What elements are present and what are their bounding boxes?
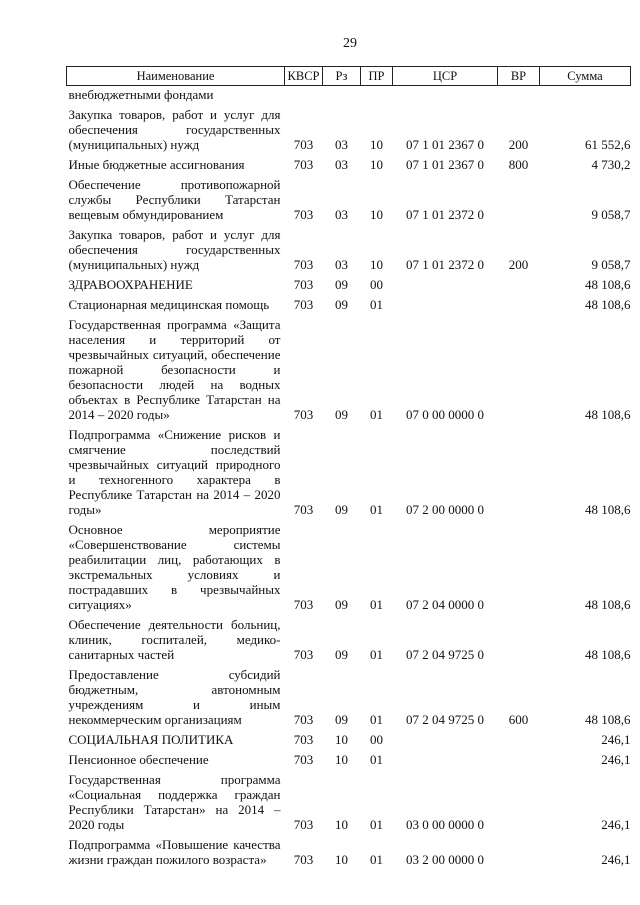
cell-rz: 03 bbox=[335, 137, 348, 152]
cell-sum: 48 108,6 bbox=[585, 502, 631, 517]
cell-vr bbox=[498, 423, 540, 518]
cell-sum: 48 108,6 bbox=[585, 297, 631, 312]
cell-csr bbox=[393, 728, 498, 748]
budget-table bbox=[66, 66, 631, 868]
table-row bbox=[67, 173, 631, 223]
table-row bbox=[67, 728, 631, 748]
cell-kvsr: 703 bbox=[293, 712, 314, 727]
cell-csr: 07 2 00 0000 0 bbox=[406, 502, 484, 517]
header-kvsr: КВСР bbox=[285, 67, 323, 86]
cell-vr bbox=[498, 748, 540, 768]
table-row bbox=[67, 613, 631, 663]
cell-vr bbox=[498, 313, 540, 423]
cell-name: Подпрограмма «Повышение качества жизни граждан пожилого возраста» bbox=[68, 837, 281, 867]
cell-sum: 246,1 bbox=[601, 817, 631, 832]
table-row bbox=[67, 86, 631, 104]
cell-sum: 48 108,6 bbox=[585, 647, 631, 662]
cell-sum: 48 108,6 bbox=[585, 407, 631, 422]
cell-sum: 9 058,7 bbox=[591, 257, 631, 272]
table-row bbox=[67, 518, 631, 613]
cell-vr: 200 bbox=[508, 257, 529, 272]
table-row bbox=[67, 423, 631, 518]
cell-csr: 03 2 00 0000 0 bbox=[406, 852, 484, 867]
cell-vr: 800 bbox=[508, 157, 529, 172]
cell-csr: 07 0 00 0000 0 bbox=[406, 407, 484, 422]
table-row bbox=[67, 103, 631, 153]
cell-name: Пенсионное обеспечение bbox=[68, 752, 209, 767]
table-row bbox=[67, 833, 631, 868]
cell-kvsr: 703 bbox=[293, 407, 314, 422]
cell-csr: 07 1 01 2372 0 bbox=[406, 257, 484, 272]
cell-rz: 09 bbox=[335, 647, 348, 662]
cell-vr bbox=[498, 833, 540, 868]
cell-vr: 200 bbox=[508, 137, 529, 152]
cell-kvsr: 703 bbox=[293, 597, 314, 612]
cell-kvsr: 703 bbox=[293, 297, 314, 312]
cell-name: ЗДРАВООХРАНЕНИЕ bbox=[68, 277, 193, 292]
cell-sum: 61 552,6 bbox=[585, 137, 631, 152]
cell-name: Государственная программа «Социальная поддержка граждан Республики Татарстан» на 2014 – 2020 годы bbox=[68, 772, 281, 832]
page-number: 29 bbox=[343, 36, 357, 51]
cell-kvsr: 703 bbox=[293, 752, 314, 767]
header-csr: ЦСР bbox=[393, 67, 498, 86]
cell-csr bbox=[393, 273, 498, 293]
table-header-row bbox=[67, 67, 631, 86]
cell-kvsr: 703 bbox=[293, 817, 314, 832]
header-rz: Рз bbox=[323, 67, 361, 86]
header-sum: Сумма bbox=[540, 67, 631, 86]
cell-csr: 07 1 01 2372 0 bbox=[406, 207, 484, 222]
cell-vr bbox=[498, 173, 540, 223]
table-row bbox=[67, 223, 631, 273]
cell-vr bbox=[498, 768, 540, 833]
cell-kvsr: 703 bbox=[293, 647, 314, 662]
cell-rz: 10 bbox=[335, 852, 348, 867]
cell-pr: 01 bbox=[370, 407, 383, 422]
cell-csr bbox=[393, 86, 498, 104]
cell-vr bbox=[498, 86, 540, 104]
cell-sum: 246,1 bbox=[601, 852, 631, 867]
cell-name: Закупка товаров, работ и услуг для обеспечения государственных (муниципальных) нужд bbox=[68, 227, 281, 272]
table-row bbox=[67, 273, 631, 293]
cell-name: Основное мероприятие «Совершенствование системы реабилитации лиц, работающих в экстремальных условиях и пострадавших в чрезвычайных ситуациях» bbox=[68, 522, 281, 612]
cell-name: внебюджетными фондами bbox=[68, 87, 214, 102]
cell-kvsr: 703 bbox=[293, 732, 314, 747]
cell-name: Государственная программа «Защита населения и территорий от чрезвычайных ситуаций, обеспечение пожарной безопасности и безопасности людей на водных объектах в Республике Татарстан на 2014 – 2020 годы» bbox=[68, 317, 281, 422]
cell-pr: 00 bbox=[370, 277, 383, 292]
table-body bbox=[67, 86, 631, 869]
table-row bbox=[67, 748, 631, 768]
cell-csr bbox=[393, 748, 498, 768]
cell-csr: 07 1 01 2367 0 bbox=[406, 137, 484, 152]
cell-sum: 48 108,6 bbox=[585, 277, 631, 292]
cell-name: Обеспечение противопожарной службы Республики Татарстан вещевым обмундированием bbox=[68, 177, 281, 222]
table-row bbox=[67, 768, 631, 833]
cell-pr: 00 bbox=[370, 732, 383, 747]
cell-kvsr: 703 bbox=[293, 137, 314, 152]
cell-vr: 600 bbox=[508, 712, 529, 727]
cell-pr: 10 bbox=[370, 207, 383, 222]
cell-pr: 01 bbox=[370, 712, 383, 727]
cell-pr: 01 bbox=[370, 297, 383, 312]
cell-name: Подпрограмма «Снижение рисков и смягчение последствий чрезвычайных ситуаций природного и техногенного характера в Республике Татарстан на 2014 – 2020 годы» bbox=[68, 427, 281, 517]
cell-rz: 10 bbox=[335, 752, 348, 767]
cell-vr bbox=[498, 293, 540, 313]
cell-sum: 246,1 bbox=[601, 752, 631, 767]
cell-name: Предоставление субсидий бюджетным, автономным учреждениям и иным некоммерческим организациям bbox=[68, 667, 281, 727]
cell-pr: 10 bbox=[370, 157, 383, 172]
cell-kvsr: 703 bbox=[293, 852, 314, 867]
cell-kvsr: 703 bbox=[293, 257, 314, 272]
cell-pr: 01 bbox=[370, 817, 383, 832]
cell-rz: 03 bbox=[335, 257, 348, 272]
cell-pr bbox=[361, 86, 393, 104]
cell-name: Обеспечение деятельности больниц, клиник, госпиталей, медико-санитарных частей bbox=[68, 617, 281, 662]
cell-vr bbox=[498, 273, 540, 293]
cell-pr: 10 bbox=[370, 257, 383, 272]
cell-name: СОЦИАЛЬНАЯ ПОЛИТИКА bbox=[68, 732, 234, 747]
table-row bbox=[67, 153, 631, 173]
cell-pr: 01 bbox=[370, 852, 383, 867]
cell-name: Стационарная медицинская помощь bbox=[68, 297, 270, 312]
header-pr: ПР bbox=[361, 67, 393, 86]
cell-vr bbox=[498, 518, 540, 613]
cell-rz: 09 bbox=[335, 502, 348, 517]
header-vr: ВР bbox=[498, 67, 540, 86]
cell-rz bbox=[323, 86, 361, 104]
table-row bbox=[67, 293, 631, 313]
cell-sum: 4 730,2 bbox=[591, 157, 631, 172]
cell-csr: 07 2 04 9725 0 bbox=[406, 712, 484, 727]
cell-pr: 01 bbox=[370, 647, 383, 662]
cell-rz: 09 bbox=[335, 712, 348, 727]
cell-rz: 10 bbox=[335, 732, 348, 747]
cell-csr bbox=[393, 293, 498, 313]
cell-name: Закупка товаров, работ и услуг для обеспечения государственных (муниципальных) нужд bbox=[68, 107, 281, 152]
cell-sum bbox=[540, 86, 631, 104]
cell-kvsr bbox=[285, 86, 323, 104]
cell-rz: 10 bbox=[335, 817, 348, 832]
cell-rz: 09 bbox=[335, 297, 348, 312]
cell-rz: 03 bbox=[335, 207, 348, 222]
cell-sum: 48 108,6 bbox=[585, 712, 631, 727]
cell-sum: 246,1 bbox=[601, 732, 631, 747]
cell-pr: 01 bbox=[370, 502, 383, 517]
cell-csr: 07 1 01 2367 0 bbox=[406, 157, 484, 172]
table-row bbox=[67, 663, 631, 728]
cell-sum: 9 058,7 bbox=[591, 207, 631, 222]
table-row bbox=[67, 313, 631, 423]
cell-pr: 10 bbox=[370, 137, 383, 152]
cell-rz: 09 bbox=[335, 597, 348, 612]
cell-rz: 09 bbox=[335, 277, 348, 292]
header-name: Наименование bbox=[67, 67, 285, 86]
cell-sum: 48 108,6 bbox=[585, 597, 631, 612]
cell-name: Иные бюджетные ассигнования bbox=[68, 157, 245, 172]
cell-csr: 03 0 00 0000 0 bbox=[406, 817, 484, 832]
cell-pr: 01 bbox=[370, 597, 383, 612]
cell-csr: 07 2 04 9725 0 bbox=[406, 647, 484, 662]
cell-pr: 01 bbox=[370, 752, 383, 767]
cell-kvsr: 703 bbox=[293, 277, 314, 292]
cell-kvsr: 703 bbox=[293, 157, 314, 172]
cell-rz: 09 bbox=[335, 407, 348, 422]
cell-kvsr: 703 bbox=[293, 502, 314, 517]
cell-csr: 07 2 04 0000 0 bbox=[406, 597, 484, 612]
cell-kvsr: 703 bbox=[293, 207, 314, 222]
cell-vr bbox=[498, 728, 540, 748]
cell-rz: 03 bbox=[335, 157, 348, 172]
cell-vr bbox=[498, 613, 540, 663]
